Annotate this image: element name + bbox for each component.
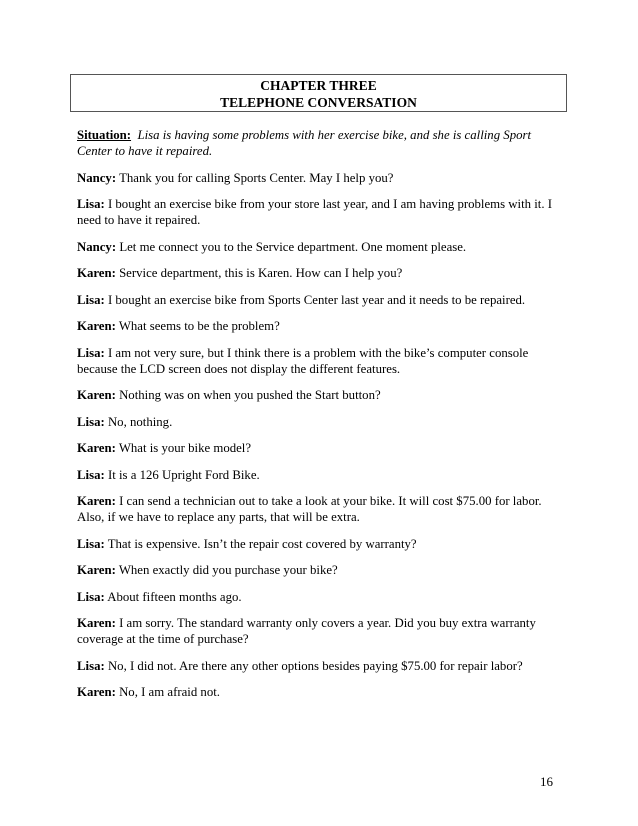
dialogue-text: About fifteen months ago.: [107, 589, 242, 604]
speaker-name: Lisa:: [77, 658, 105, 673]
dialogue-line: [77, 414, 567, 430]
speaker-name: Karen:: [77, 494, 116, 508]
dialogue-text: I bought an exercise bike from your store last year, and I am having problems with it. I need to have it repaired.: [77, 197, 552, 227]
dialogue-line: [77, 318, 567, 334]
speaker-name: Lisa:: [77, 414, 105, 429]
dialogue-text: Let me connect you to the Service department. One moment please.: [119, 239, 467, 254]
dialogue-line: [77, 536, 567, 552]
dialogue-line: [77, 345, 567, 377]
speaker-name: Nancy:: [77, 239, 117, 254]
speaker-name: Karen:: [77, 616, 116, 630]
dialogue-line: [77, 440, 567, 456]
dialogue-text: I am not very sure, but I think there is a problem with the bike’s computer console because the LCD screen does not display the different features.: [77, 345, 529, 376]
dialogue-text: I can send a technician out to take a look at your bike. It will cost $75.00 for labor. Also, if we have to replace any parts, that will be extra.: [77, 494, 542, 524]
speaker-name: Karen:: [77, 266, 116, 280]
page-number: 16: [540, 774, 553, 789]
dialogue-text: It is a 126 Upright Ford Bike.: [107, 467, 260, 482]
dialogue-line: [77, 292, 567, 308]
chapter-title: CHAPTER THREE: [260, 78, 377, 93]
dialogue-text: What seems to be the problem?: [118, 319, 280, 333]
dialogue-text: That is expensive. Isn’t the repair cost covered by warranty?: [107, 536, 417, 551]
dialogue-line: [77, 493, 567, 525]
speaker-name: Lisa:: [77, 589, 105, 604]
dialogue-line: [77, 467, 567, 483]
dialogue-text: I am sorry. The standard warranty only covers a year. Did you buy extra warranty coverage at the time of purchase?: [77, 616, 536, 646]
chapter-subtitle: TELEPHONE CONVERSATION: [220, 95, 417, 110]
dialogue-line: [77, 658, 567, 674]
speaker-name: Lisa:: [77, 197, 105, 211]
speaker-name: Lisa:: [77, 536, 105, 551]
speaker-name: Lisa:: [77, 345, 105, 360]
dialogue-line: [77, 684, 567, 700]
dialogue-text: What is your bike model?: [118, 441, 252, 455]
dialogue-line: [77, 196, 567, 228]
document-body: [77, 127, 567, 711]
speaker-name: Karen:: [77, 388, 116, 402]
speaker-name: Karen:: [77, 441, 116, 455]
speaker-name: Karen:: [77, 685, 116, 699]
dialogue-text: Service department, this is Karen. How can I help you?: [119, 266, 403, 280]
dialogue-line: [77, 387, 567, 403]
dialogue-text: Nothing was on when you pushed the Start button?: [119, 388, 381, 402]
chapter-title-box: [70, 74, 567, 112]
dialogue-line: [77, 562, 567, 578]
speaker-name: Karen:: [77, 563, 116, 577]
speaker-name: Lisa:: [77, 467, 105, 482]
dialogue-line: [77, 615, 567, 647]
dialogue-text: No, I did not. Are there any other options besides paying $75.00 for repair labor?: [107, 658, 523, 673]
situation-paragraph: [77, 127, 567, 159]
speaker-name: Nancy:: [77, 170, 117, 185]
dialogue-text: I bought an exercise bike from Sports Center last year and it needs to be repaired.: [107, 292, 526, 307]
situation-text: Lisa is having some problems with her exercise bike, and she is calling Sport Center to have it repaired.: [77, 128, 532, 158]
dialogue-line: [77, 589, 567, 605]
dialogue-text: No, I am afraid not.: [119, 685, 220, 699]
dialogue-text: No, nothing.: [107, 414, 173, 429]
dialogue-text: When exactly did you purchase your bike?: [118, 563, 338, 577]
dialogue-line: [77, 239, 567, 255]
dialogue-line: [77, 265, 567, 281]
speaker-name: Lisa:: [77, 292, 105, 307]
situation-label: Situation:: [77, 128, 132, 142]
speaker-name: Karen:: [77, 319, 116, 333]
dialogue-text: Thank you for calling Sports Center. May I help you?: [119, 170, 394, 185]
dialogue-line: [77, 170, 567, 186]
